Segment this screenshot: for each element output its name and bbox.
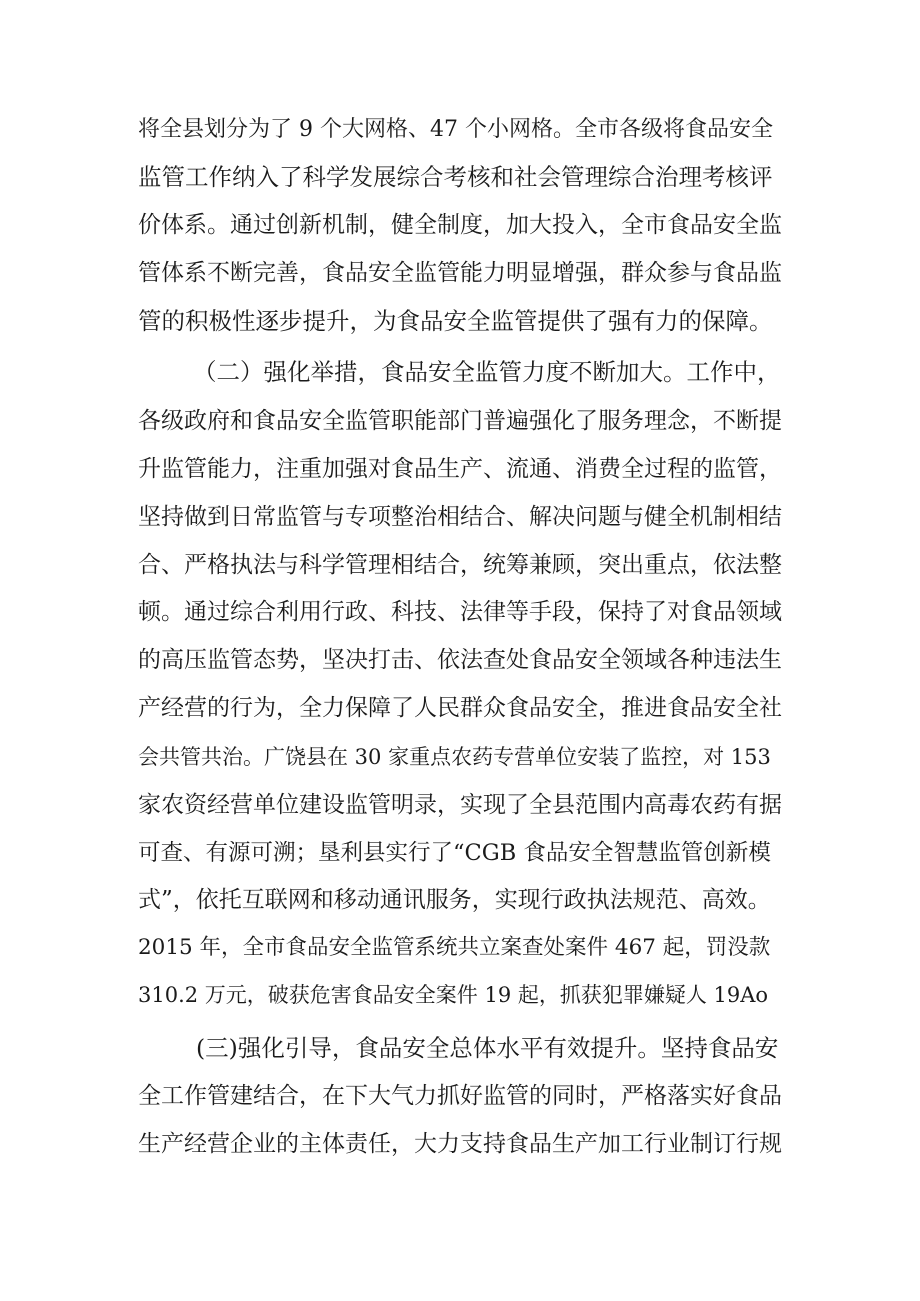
text-line: 式”，依托互联网和移动通讯服务，实现行政执法规范、高效。 (138, 887, 771, 913)
text-line: 管体系不断完善，食品安全监管能力明显增强，群众参与食品监 (138, 260, 782, 286)
text-line: 坚持做到日常监管与专项整治相结合、解决问题与健全机制相结 (138, 504, 782, 530)
text-line: 310.2 万元，破获危害食品安全案件 19 起，抓获犯罪嫌疑人 19Ao (138, 983, 769, 1007)
text-line: 合、严格执法与科学管理相结合，统筹兼顾，突出重点，依法整 (138, 552, 782, 578)
text-line: 管的积极性逐步提升，为食品安全监管提供了强有力的保障。 (138, 307, 773, 335)
text-line: 将全县划分为了 9 个大网格、47 个小网格。全市各级将食品安全 (138, 117, 773, 142)
text-line: 的高压监管态势，坚决打击、依法查处食品安全领域各种违法生 (138, 647, 782, 673)
text-line: 监管工作纳入了科学发展综合考核和社会管理综合治理考核评 (138, 163, 773, 191)
text-line: 全工作管建结合，在下大气力抓好监管的同时，严格落实好食品 (138, 1083, 782, 1109)
paragraph-start-line: (三)强化引导，食品安全总体水平有效提升。坚持食品安 (196, 1034, 779, 1062)
text-line: 2015 年，全市食品安全监管系统共立案查处案件 467 起，罚没款 (138, 935, 771, 960)
text-line: 可查、有源可溯；垦利县实行了“CGB 食品安全智慧监管创新模 (138, 840, 771, 866)
text-line: 升监管能力，注重加强对食品生产、流通、消费全过程的监管， (138, 456, 782, 482)
text-line: 各级政府和食品安全监管职能部门普遍强化了服务理念，不断提 (138, 408, 782, 434)
text-line: 价体系。通过创新机制，健全制度，加大投入，全市食品安全监 (138, 212, 782, 238)
text-line: 产经营的行为，全力保障了人民群众食品安全，推进食品安全社 (138, 695, 782, 721)
text-line: 生产经营企业的主体责任，大力支持食品生产加工行业制订行规 (138, 1131, 782, 1157)
text-line: 会共管共治。广饶县在 30 家重点农药专营单位安装了监控，对 153 (138, 745, 771, 769)
text-line: 顿。通过综合利用行政、科技、法律等手段，保持了对食品领域 (138, 599, 782, 625)
text-line: 家农资经营单位建设监管明录，实现了全县范围内高毒农药有据 (138, 792, 782, 818)
paragraph-start-line: （二）强化举措，食品安全监管力度不断加大。工作中， (193, 358, 781, 386)
